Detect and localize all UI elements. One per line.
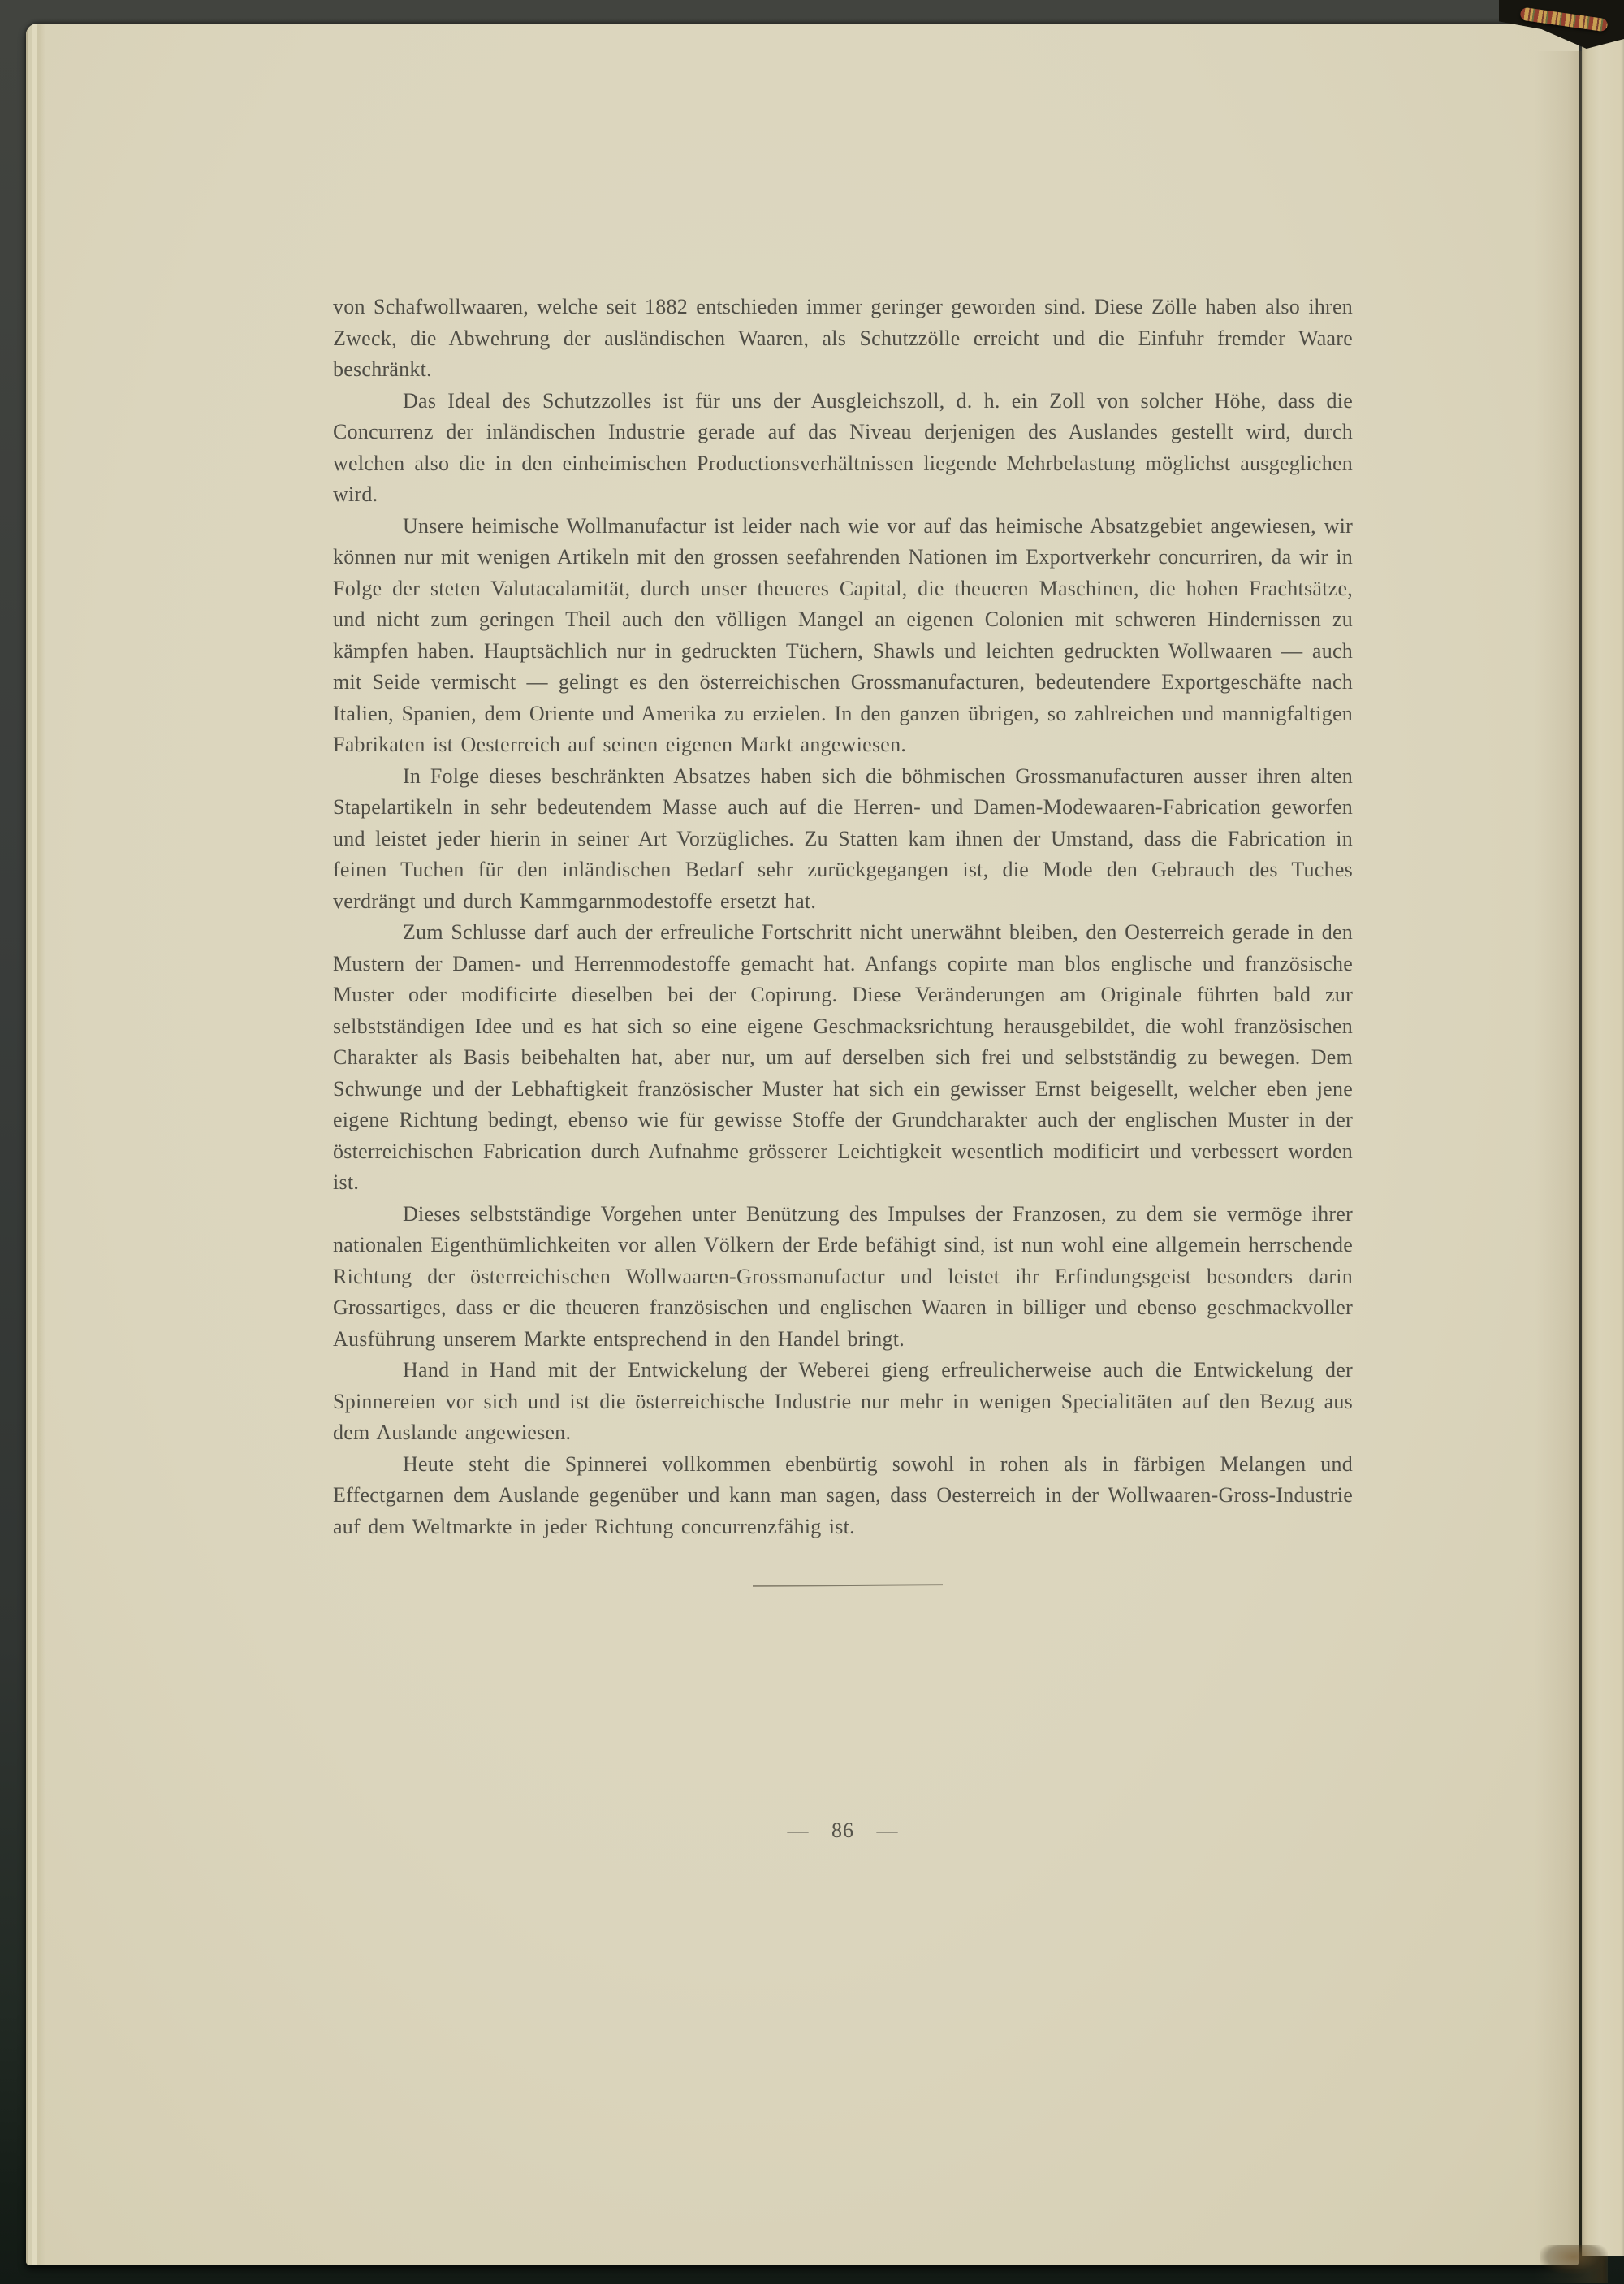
section-divider-rule	[753, 1584, 943, 1587]
paragraph: Das Ideal des Schutzzolles ist für uns der Ausgleichszoll, d. h. ein Zoll von solcher Höhe, dass die Concurrenz der inländischen Industrie gerade auf das Niveau derjenigen des Auslandes gestellt wird, durch welchen also die in den einheimischen Productionsverhältnissen liegende Mehrbelastung möglichst ausgeglichen wird.	[333, 388, 1353, 506]
paragraph: Hand in Hand mit der Entwickelung der Weberei gieng erfreulicherweise auch die Entwickelung der Spinnereien vor sich und ist die österreichische Industrie nur mehr in wenigen Specialitäten auf den Bezug aus dem Auslande angewiesen.	[333, 1358, 1353, 1444]
page-text-block	[333, 292, 1353, 1847]
paragraph: In Folge dieses beschränkten Absatzes haben sich die böhmischen Grossmanufacturen ausser ihren alten Stapelartikeln in sehr bedeutendem Masse auch auf die Herren- und Damen-Modewaaren-Fabrication geworfen und leistet jeder hierin in seiner Art Vorzügliches. Zu Statten kam ihnen der Umstand, dass die Fabrication in feinen Tuchen für den inländischen Bedarf sehr zurückgegangen ist, die Mode den Gebrauch des Tuches verdrängt und durch Kammgarnmodestoffe ersetzt hat.	[333, 763, 1353, 913]
book-page	[26, 24, 1579, 2265]
paragraph: Unsere heimische Wollmanufactur ist leider nach wie vor auf das heimische Absatzgebiet angewiesen, wir können nur mit wenigen Artikeln mit den grossen seefahrenden Nationen im Exportverkehr concurriren, da wir in Folge der steten Valutacalamität, durch unser theueres Capital, die theueren Maschinen, die hohen Frachtsätze, und nicht zum geringen Theil auch den völligen Mangel an eigenen Colonien mit schweren Hindernissen zu kämpfen haben. Hauptsächlich nur in gedruckten Tüchern, Shawls und leichten gedruckten Wollwaaren — auch mit Seide vermischt — gelingt es den österreichischen Grossmanufacturen, bedeutendere Exportgeschäfte nach Italien, Spanien, dem Oriente und Amerika zu erzielen. In den ganzen übrigen, so zahlreichen und mannigfaltigen Fabrikaten ist Oesterreich auf seinen eigenen Markt angewiesen.	[333, 513, 1353, 756]
paragraph: Dieses selbstständige Vorgehen unter Benützung des Impulses der Franzosen, zu dem sie vermöge ihrer nationalen Eigenthümlichkeiten vor allen Völkern der Erde befähigt sind, ist nun wohl eine allgemein herrschende Richtung der österreichischen Wollwaaren-Grossmanufactur und leistet ihr Erfindungsgeist besonders darin Grossartiges, dass er die theueren französischen und englischen Waaren in billiger und ebenso geschmackvoller Ausführung unserem Markte entsprechend in den Handel bringt.	[333, 1201, 1353, 1351]
paragraph: von Schafwollwaaren, welche seit 1882 entschieden immer geringer geworden sind. Diese Zölle haben also ihren Zweck, die Abwehrung der ausländischen Waaren, als Schutzzölle erreicht und die Einfuhr fremder Waare beschränkt.	[333, 295, 1353, 381]
next-page-edge	[1582, 29, 1624, 2256]
paragraph: Zum Schlusse darf auch der erfreuliche Fortschritt nicht unerwähnt bleiben, den Oesterreich gerade in den Mustern der Damen- und Herrenmodestoffe gemacht hat. Anfangs copirte man blos englische und französische Muster oder modificirte dieselben bei der Copirung. Diese Veränderungen am Originale führten bald zur selbstständigen Idee und es hat sich so eine eigene Geschmacksrichtung herausgebildet, die wohl französischen Charakter als Basis beibehalten hat, aber nur, um auf derselben sich frei und selbstständig zu bewegen. Dem Schwunge und der Lebhaftigkeit französischer Muster hat sich ein gewisser Ernst beigesellt, welcher eben jene eigene Richtung bedingt, ebenso wie für gewisse Stoffe der Grundcharakter auch der englischen Muster in der österreichischen Fabrication durch Aufnahme grösserer Leichtigkeit wesentlich modificirt und verbessert worden ist.	[333, 920, 1353, 1194]
page-number: — 86 —	[787, 1819, 899, 1842]
paragraph: Heute steht die Spinnerei vollkommen ebenbürtig sowohl in rohen als in färbigen Melangen und Effectgarnen dem Auslande gegenüber und kann man sagen, dass Oesterreich in der Wollwaaren-Gross-Industrie auf dem Weltmarkte in jeder Richtung concurrenzfähig ist.	[333, 1451, 1353, 1538]
page-edge-shadow	[1540, 2245, 1608, 2274]
